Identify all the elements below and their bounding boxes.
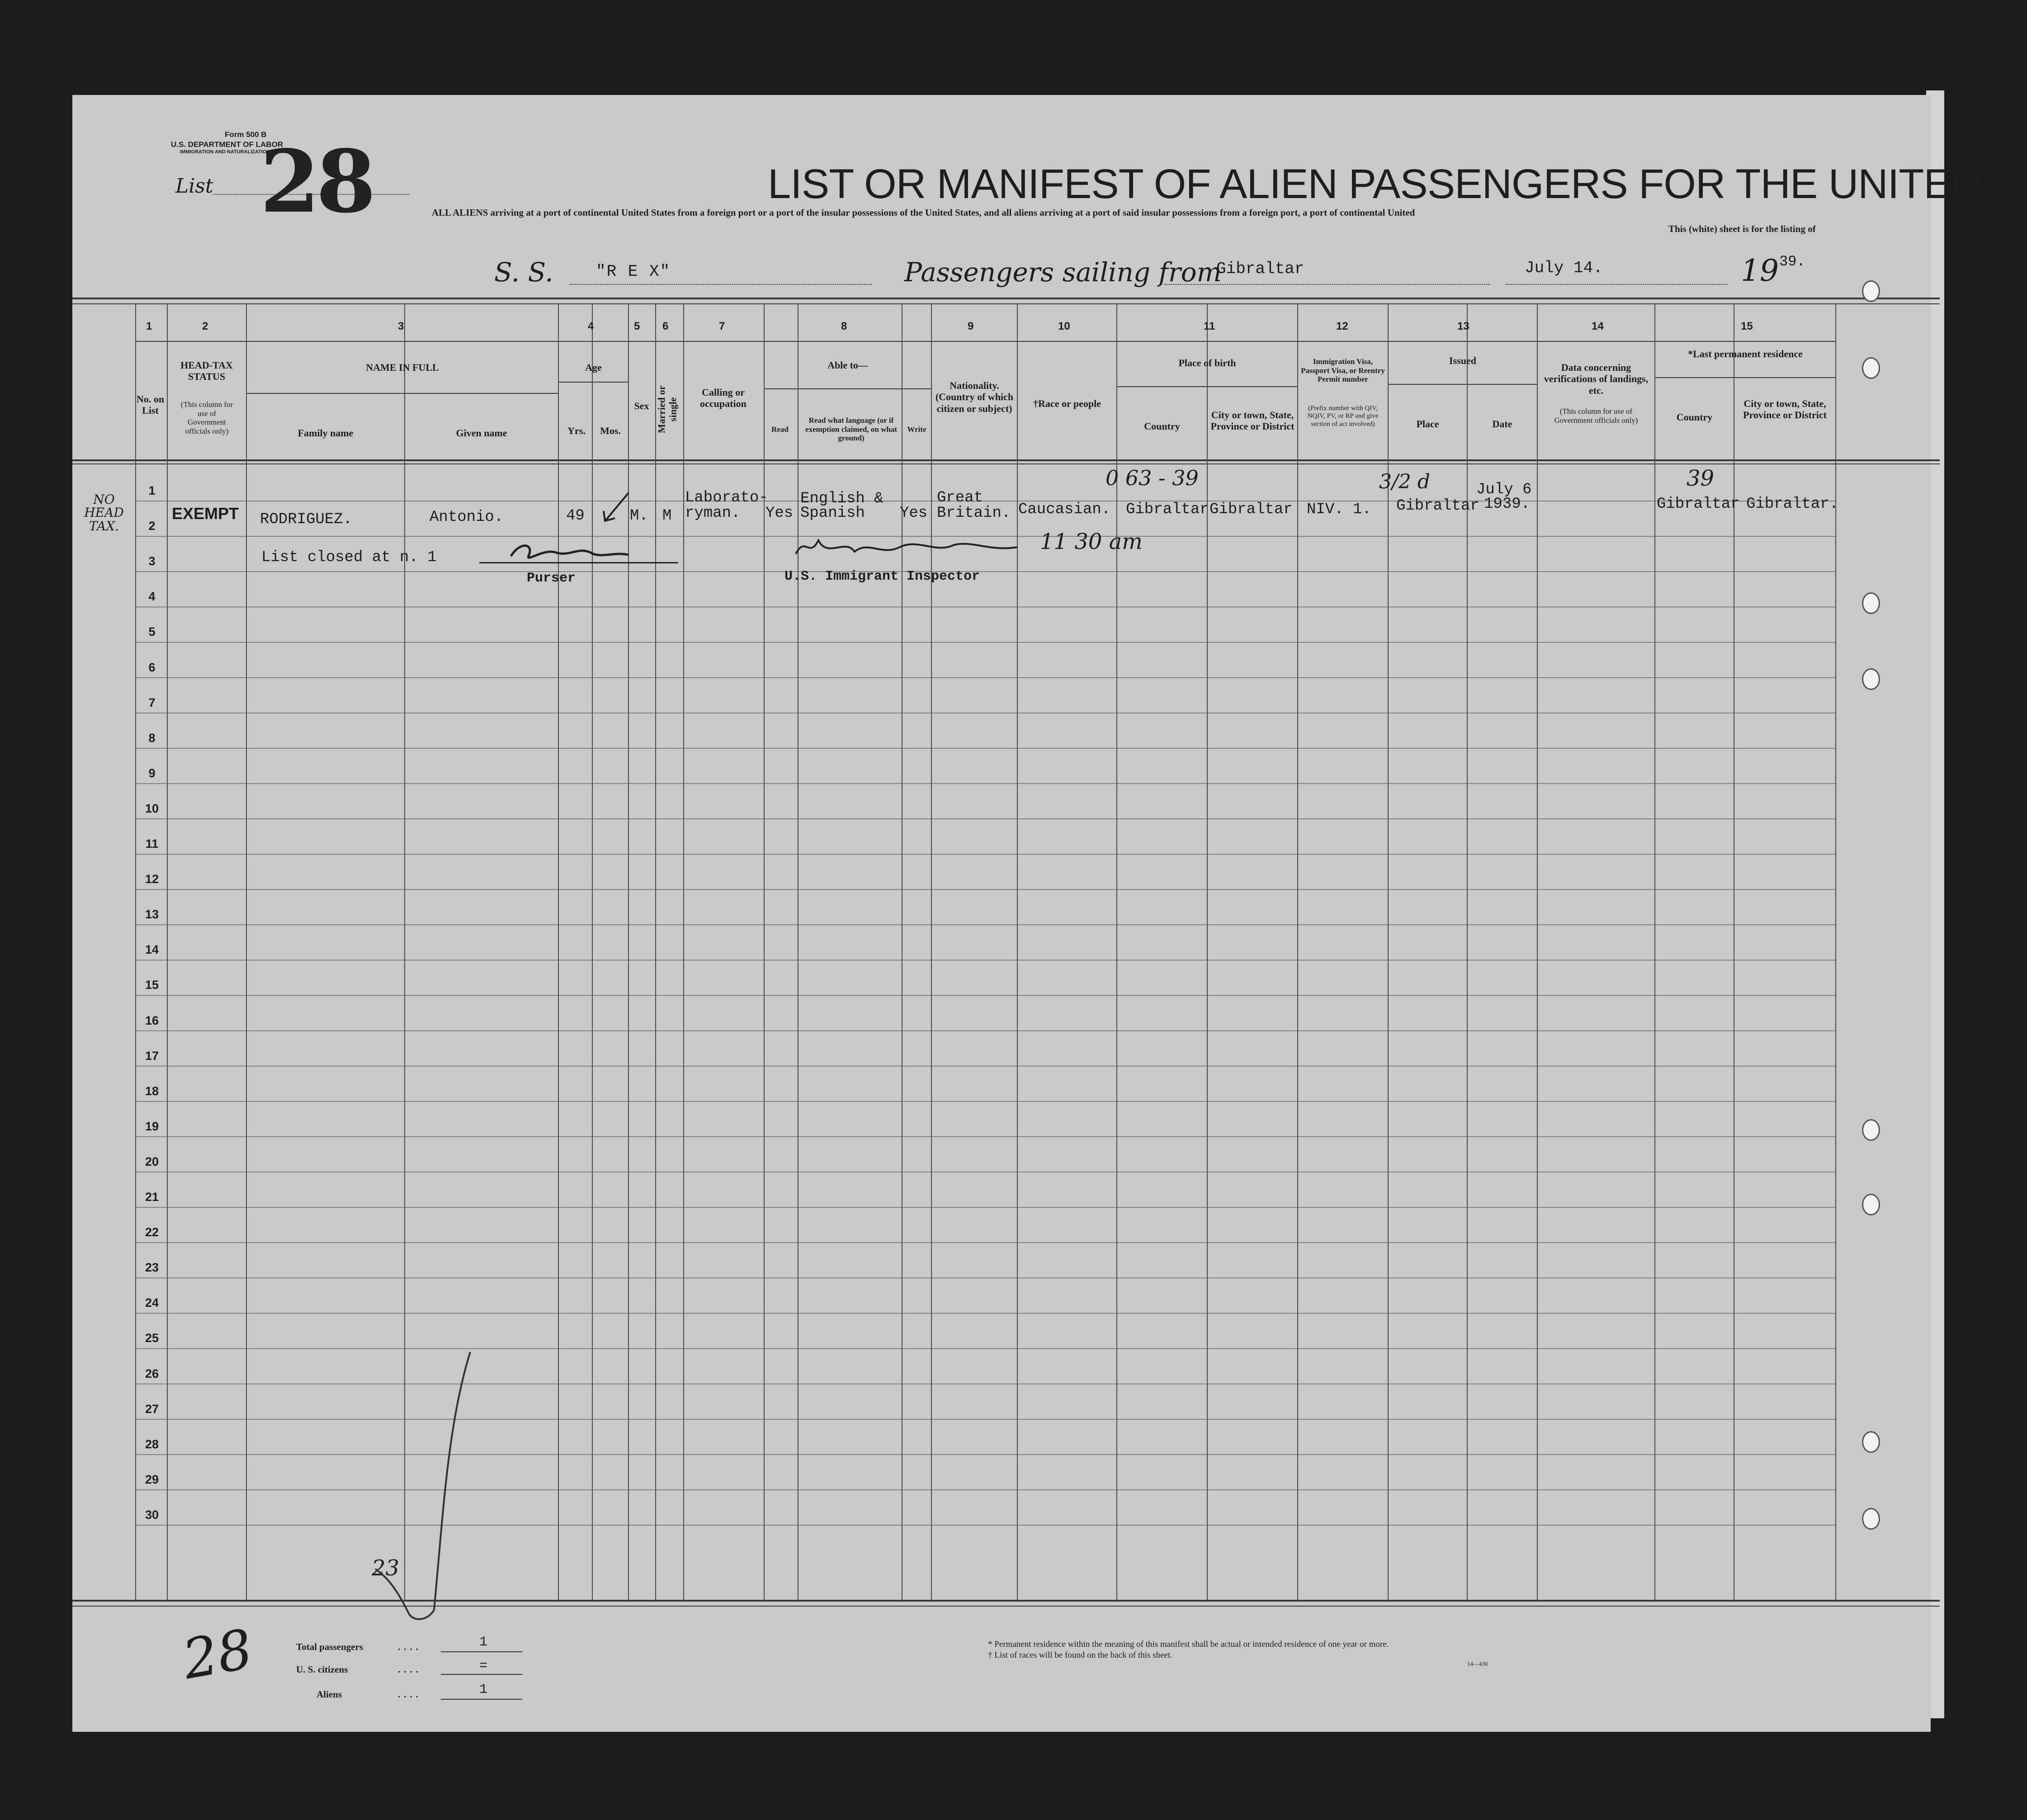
- visa-number: NIV. 1.: [1307, 501, 1371, 518]
- nationality-line-2: Britain.: [937, 505, 1011, 522]
- list-number: 28: [260, 131, 373, 232]
- header-head-tax: HEAD-TAX STATUS: [180, 359, 233, 383]
- row-number: 21: [145, 1190, 159, 1204]
- aliens-value: 1: [479, 1682, 488, 1697]
- column-number: 1: [146, 320, 152, 332]
- header-issued: Issued: [1449, 355, 1476, 366]
- row-number: 14: [145, 943, 159, 957]
- list-label: List: [175, 175, 213, 198]
- list-closed-text: List closed at n. 1: [261, 549, 437, 566]
- age-years: 49: [566, 507, 585, 525]
- occupation-line-2: ryman.: [685, 505, 741, 522]
- header-issued-place: Place: [1416, 418, 1439, 430]
- column-number: 15: [1741, 320, 1753, 332]
- column-number: 2: [202, 320, 208, 332]
- bottom-number: 23: [372, 1555, 400, 1581]
- row-number: 28: [145, 1437, 159, 1451]
- column-number: 7: [719, 320, 725, 332]
- year-prefix: 19: [1741, 253, 1779, 288]
- row-number: 27: [145, 1402, 159, 1416]
- binder-hole: [1862, 1119, 1880, 1141]
- issued-date-line-2: 1939.: [1484, 496, 1531, 513]
- footnote-residence: * Permanent residence within the meaning of this manifest shall be actual or intended residence of one year or more.: [988, 1640, 1389, 1649]
- row-number: 12: [145, 872, 159, 886]
- footnote-code: 14—430: [1467, 1660, 1488, 1667]
- header-yrs: Yrs.: [567, 425, 586, 436]
- ship-name: "R E X": [596, 262, 671, 281]
- header-place-of-birth: Place of birth: [1178, 357, 1236, 369]
- header-calling: Calling or occupation: [700, 387, 747, 410]
- header-visa: Immigration Visa, Passport Visa, or Reentry Permit number: [1301, 357, 1385, 384]
- binder-hole: [1862, 1508, 1880, 1530]
- birth-country: Gibraltar: [1126, 501, 1209, 518]
- header-sex: Sex: [634, 400, 649, 411]
- row-number: 15: [145, 978, 159, 992]
- aliens-label: Aliens: [317, 1689, 342, 1700]
- row-number: 23: [145, 1261, 159, 1275]
- residence-annotation: 39: [1687, 466, 1715, 491]
- row-number: 8: [148, 731, 156, 745]
- binder-hole: [1862, 592, 1880, 614]
- column-number: 11: [1204, 320, 1215, 332]
- aliens-line: [441, 1699, 522, 1700]
- margin-big-number: 28: [178, 1617, 257, 1692]
- header-verifications-note: (This column for use of Government officials only): [1554, 407, 1638, 425]
- row-number: 13: [145, 908, 159, 922]
- family-name: RODRIGUEZ.: [260, 511, 353, 528]
- header-name-in-full: NAME IN FULL: [366, 362, 439, 373]
- birth-city: Gibraltar: [1210, 501, 1293, 518]
- purser-label: Purser: [527, 571, 576, 586]
- column-number: 13: [1457, 320, 1469, 332]
- binder-hole: [1862, 1194, 1880, 1215]
- row-number: 1: [148, 484, 156, 497]
- race: Caucasian.: [1018, 501, 1111, 518]
- us-citizens-label: U. S. citizens: [296, 1664, 348, 1675]
- page-title: LIST OR MANIFEST OF ALIEN PASSENGERS FOR THE UNITED: [768, 161, 1981, 207]
- row-number: 29: [145, 1472, 159, 1486]
- row-number: 17: [145, 1049, 159, 1063]
- can-write: Yes: [900, 505, 928, 522]
- column-number: 10: [1058, 320, 1070, 332]
- row-number: 24: [145, 1296, 159, 1310]
- issued-date-line-1: July 6: [1476, 481, 1532, 498]
- row-number: 30: [145, 1508, 159, 1522]
- ss-label: S. S.: [494, 257, 553, 288]
- binder-hole: [1862, 280, 1880, 302]
- column-number: 9: [968, 320, 974, 332]
- row-number: 6: [148, 660, 156, 674]
- column-number: 6: [662, 320, 669, 332]
- header-issued-date: Date: [1492, 418, 1512, 430]
- row-number: 9: [148, 766, 156, 780]
- binder-hole: [1862, 357, 1880, 379]
- residence-country: Gibraltar: [1657, 496, 1740, 513]
- birth-annotation: 0 63 - 39: [1106, 466, 1199, 490]
- column-number: 14: [1592, 320, 1604, 332]
- margin-note: NO HEAD TAX.: [84, 492, 124, 534]
- aliens-dots: ....: [398, 1689, 422, 1700]
- given-name: Antonio.: [430, 509, 504, 526]
- department-name: U.S. DEPARTMENT OF LABOR: [171, 140, 283, 149]
- header-read: Read: [771, 425, 789, 434]
- issued-place: Gibraltar: [1396, 497, 1479, 515]
- column-number: 8: [841, 320, 847, 332]
- header-head-tax-note: (This column for use of Government officials only): [180, 400, 233, 435]
- header-married: Married or single: [656, 385, 679, 434]
- header-mos: Mos.: [600, 425, 621, 436]
- row-number: 19: [145, 1119, 159, 1133]
- form-number: Form 500 B: [225, 130, 267, 139]
- footnote-races: † List of races will be found on the back of this sheet.: [988, 1650, 1172, 1660]
- row-number: 20: [145, 1154, 159, 1168]
- binder-hole: [1862, 1431, 1880, 1453]
- row-number: 10: [145, 801, 159, 815]
- row-number: 25: [145, 1331, 159, 1345]
- row-number: 18: [145, 1084, 159, 1098]
- language-line-1: English &: [800, 490, 884, 507]
- year-suffix: 39.: [1779, 253, 1805, 270]
- inspector-label: U.S. Immigrant Inspector: [784, 569, 980, 584]
- us-citizens-value: =: [479, 1659, 488, 1674]
- row-number: 22: [145, 1225, 159, 1239]
- sailing-label: Passengers sailing from: [904, 257, 1222, 288]
- row-number: 7: [148, 695, 156, 709]
- subtitle-line-1: ALL ALIENS arriving at a port of continental United States from a foreign port or a port of the insular possessions of the United States, and all aliens arriving at a port of said insular possessions from a foreign port, a port of continental United: [432, 207, 1415, 218]
- header-family-name: Family name: [298, 427, 354, 439]
- departure-port: Gibraltar: [1216, 260, 1304, 278]
- row-number: 16: [145, 1013, 159, 1027]
- header-birth-country: Country: [1144, 421, 1180, 432]
- nationality-line-1: Great: [937, 489, 983, 506]
- header-last-city: City or town, State, Province or District: [1743, 398, 1827, 421]
- column-number: 4: [588, 320, 594, 332]
- total-dots: ....: [398, 1641, 422, 1652]
- header-last-country: Country: [1676, 411, 1713, 423]
- header-birth-city: City or town, State, Province or District: [1210, 409, 1295, 432]
- row-number: 4: [148, 590, 156, 604]
- total-line: [441, 1651, 522, 1652]
- row-number: 26: [145, 1366, 159, 1380]
- departure-date: July 14.: [1525, 259, 1603, 277]
- column-number: 12: [1336, 320, 1348, 332]
- header-given-name: Given name: [456, 427, 507, 439]
- time-annotation: 11 30 am: [1040, 529, 1143, 554]
- header-write: Write: [907, 425, 926, 434]
- can-read: Yes: [765, 505, 794, 522]
- service-name: IMMIGRATION AND NATURALIZATION SERVICE: [180, 149, 293, 155]
- sex: M.: [630, 507, 648, 525]
- header-age: Age: [585, 362, 602, 373]
- header-read-language: Read what language (or if exemption claimed, on what ground): [805, 416, 898, 443]
- occupation-line-1: Laborato-: [685, 489, 768, 506]
- header-no-on-list: No. on List: [136, 393, 165, 416]
- citizens-dots: ....: [398, 1664, 422, 1675]
- row-number: 3: [148, 554, 156, 568]
- residence-city: Gibraltar.: [1746, 496, 1839, 513]
- header-last-residence: *Last permanent residence: [1688, 348, 1803, 359]
- row-number: 2: [148, 519, 156, 533]
- header-nationality: Nationality. (Country of which citizen or subject): [935, 380, 1014, 414]
- row-number: 5: [148, 625, 156, 639]
- head-tax-stamp: EXEMPT: [172, 504, 239, 523]
- visa-annotation: 3/2 d: [1379, 470, 1430, 493]
- citizens-line: [441, 1674, 522, 1675]
- column-number: 5: [634, 320, 640, 332]
- subtitle-line-2: This (white) sheet is for the listing of: [1668, 223, 1816, 234]
- column-number: 3: [398, 320, 404, 332]
- row-number: 11: [145, 837, 159, 851]
- header-verifications: Data concerning verifications of landings, etc.: [1544, 362, 1649, 396]
- binder-hole: [1862, 668, 1880, 690]
- married-status: M: [662, 507, 672, 525]
- language-line-2: Spanish: [800, 505, 865, 522]
- header-able-to: Able to—: [827, 359, 868, 371]
- total-passengers-label: Total passengers: [296, 1641, 363, 1652]
- total-passengers-value: 1: [479, 1635, 488, 1650]
- header-visa-note: (Prefix number with QIV, NQIV, PV, or RP and give section of act involved): [1307, 405, 1379, 428]
- header-race: †Race or people: [1033, 398, 1101, 409]
